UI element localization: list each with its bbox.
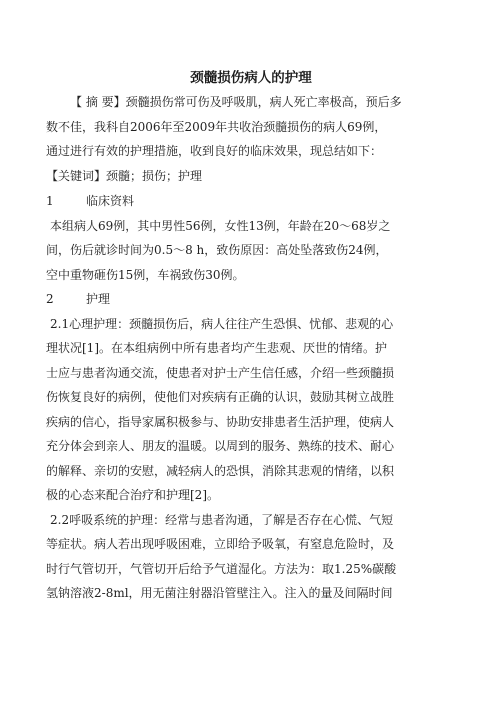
section-2-2-line: 氢钠溶液2-8ml，用无菌注射器沿管壁注入。注入的量及间隔时间 (46, 586, 393, 600)
section-2-1-line: 士应与患者沟通交流，使患者对护士产生信任感，介绍一些颈髓损 (46, 365, 395, 380)
section-2-heading (46, 287, 456, 312)
section-1-line: 间，伤后就诊时间为0.5～8 h，致伤原因：高处坠落致伤24例， (46, 243, 388, 257)
document-title: 颈髓损伤病人的护理 (190, 70, 312, 86)
section-2-1-line: 理状况[1]。在本组病例中所有患者均产生悲观、厌世的情绪。护 (46, 341, 388, 355)
section-1-line: 空中重物砸伤15例，车祸致伤30例。 (46, 267, 245, 282)
abstract-line: 【 摘 要】颈髓损伤常可伤及呼吸肌，病人死亡率极高，预后多 (70, 95, 402, 109)
section-2-2-line: 2.2呼吸系统的护理：经常与患者沟通，了解是否存在心慌、气短 (50, 512, 394, 527)
section-1-heading (46, 189, 456, 214)
section-2-number: 2 (46, 292, 54, 306)
section-2 (46, 287, 456, 606)
abstract-line: 数不佳，我科自2006年至2009年共收治颈髓损伤的病人69例， (46, 119, 387, 134)
section-1-heading-text: 临床资料 (86, 194, 135, 208)
section-2-2-line: 时行气管切开，气管切开后给予气道湿化。方法为：取1.25%碳酸 (46, 561, 397, 576)
section-2-1-line: 伤恢复良好的病例，使他们对疾病有正确的认识，鼓励其树立战胜 (46, 390, 395, 404)
section-2-1-line: 2.1心理护理：颈髓损伤后，病人往往产生恐惧、忧郁、悲观的心 (50, 316, 394, 331)
section-2-2-line: 等症状。病人若出现呼吸困难，立即给予吸氧，有窒息危险时，及 (46, 537, 395, 551)
keywords-line: 【关键词】颈髓；损伤；护理 (46, 169, 203, 183)
section-2-heading-text: 护理 (86, 292, 111, 306)
abstract-paragraph (46, 90, 456, 164)
keywords-paragraph (46, 164, 456, 189)
section-1 (46, 189, 456, 287)
section-2-1-line: 疾病的信心，指导家属积极参与、协助安排患者生活护理，使病人 (46, 414, 395, 429)
section-1-line: 本组病人69例，其中男性56例，女性13例，年龄在20～68岁之 (50, 218, 391, 233)
section-2-1-line: 充分体会到亲人、朋友的温暖。以周到的服务、熟练的技术、耐心 (46, 439, 395, 453)
section-1-number: 1 (46, 194, 54, 208)
section-2-1-line: 的解释、亲切的安慰，减轻病人的恐惧，消除其悲观的情绪，以积 (46, 463, 395, 478)
abstract-line: 通过进行有效的护理措施，收到良好的临床效果，现总结如下： (46, 144, 383, 158)
section-2-1-line: 极的心态来配合治疗和护理[2]。 (46, 488, 219, 502)
